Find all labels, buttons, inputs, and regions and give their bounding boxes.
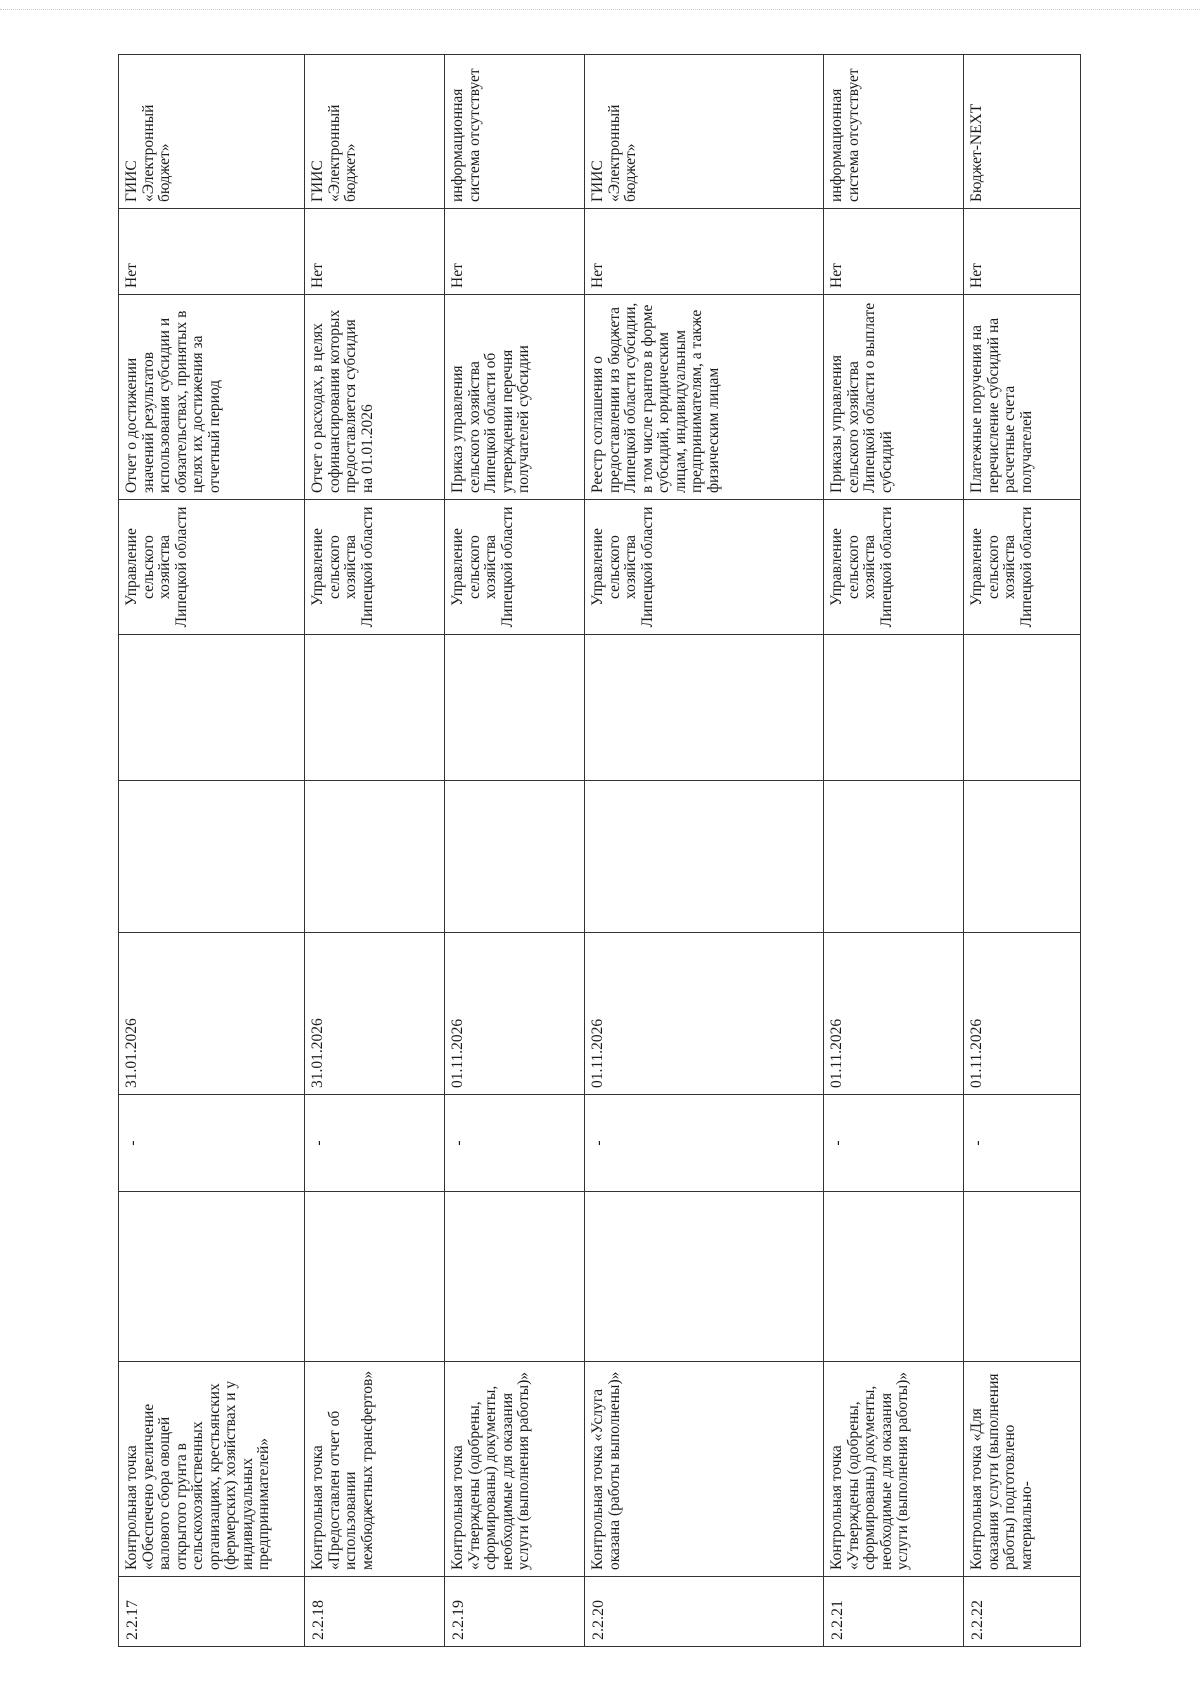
empty-cell <box>824 781 964 933</box>
table-row <box>119 55 305 1647</box>
empty-cell <box>585 781 824 933</box>
row-number: 2.2.19 <box>445 1577 585 1647</box>
dash-cell: - <box>445 1095 585 1192</box>
control-point-name: Контрольная точка «Обеспечено увеличение валового сбора овощей открытого грунта в сельскохозяйственных организациях, крестьянских (фермерских) хозяйствах и у индивидуальных предпринимателей» <box>119 1362 305 1577</box>
row-number: 2.2.20 <box>585 1577 824 1647</box>
base-cell <box>445 1192 585 1362</box>
empty-cell <box>119 635 305 781</box>
system-cell: Бюджет-NEXT <box>964 55 1081 209</box>
date-cell: 01.11.2026 <box>585 933 824 1095</box>
empty-cell <box>445 635 585 781</box>
empty-cell <box>119 781 305 933</box>
row-number: 2.2.18 <box>305 1577 445 1647</box>
date-cell: 31.01.2026 <box>305 933 445 1095</box>
responsible-cell: Управление сельского хозяйства Липецкой области <box>964 500 1081 635</box>
responsible-cell: Управление сельского хозяйства Липецкой области <box>824 500 964 635</box>
flag-cell: Нет <box>585 209 824 295</box>
flag-cell: Нет <box>305 209 445 295</box>
empty-cell <box>305 781 445 933</box>
flag-cell: Нет <box>119 209 305 295</box>
table-row <box>585 55 824 1647</box>
control-point-name: Контрольная точка «Услуга оказана (работы выполнены)» <box>585 1362 824 1577</box>
responsible-cell: Управление сельского хозяйства Липецкой области <box>119 500 305 635</box>
flag-cell: Нет <box>824 209 964 295</box>
dash-cell: - <box>824 1095 964 1192</box>
table-row <box>964 55 1081 1647</box>
document-cell: Реестр соглашения о предоставлении из бюджета Липецкой области субсидии, в том числе грантов в форме субсидий, юридическим лицам, индивидуальным предпринимателям, а также физическим лицам <box>585 295 824 500</box>
control-point-name: Контрольная точка «Утверждены (одобрены, сформированы) документы, необходимые для оказания услуги (выполнения работы)» <box>824 1362 964 1577</box>
control-points-table <box>118 54 1081 1647</box>
dash-cell: - <box>305 1095 445 1192</box>
scan-edge-line <box>0 9 1200 10</box>
base-cell <box>305 1192 445 1362</box>
document-cell: Отчет о достижении значений результатов использования субсидии и обязательствах, принятых в целях их достижения за отчетный период <box>119 295 305 500</box>
control-point-name: Контрольная точка «Предоставлен отчет об использовании межбюджетных трансфертов» <box>305 1362 445 1577</box>
base-cell <box>119 1192 305 1362</box>
system-cell: информационная система отсутствует <box>445 55 585 209</box>
empty-cell <box>964 635 1081 781</box>
flag-cell: Нет <box>964 209 1081 295</box>
table-row <box>305 55 445 1647</box>
row-number: 2.2.17 <box>119 1577 305 1647</box>
date-cell: 31.01.2026 <box>119 933 305 1095</box>
system-cell: ГИИС «Электронный бюджет» <box>585 55 824 209</box>
control-point-name: Контрольная точка «Для оказания услуги (выполнения работы) подготовлено материально- <box>964 1362 1081 1577</box>
responsible-cell: Управление сельского хозяйства Липецкой области <box>585 500 824 635</box>
table-row <box>445 55 585 1647</box>
document-cell: Платежные поручения на перечисление субсидий на расчетные счета получателей <box>964 295 1081 500</box>
document-cell: Приказы управления сельского хозяйства Липецкой области о выплате субсидий <box>824 295 964 500</box>
system-cell: ГИИС «Электронный бюджет» <box>119 55 305 209</box>
empty-cell <box>824 635 964 781</box>
document-cell: Приказ управления сельского хозяйства Липецкой области об утверждении перечня получателей субсидии <box>445 295 585 500</box>
dash-cell: - <box>119 1095 305 1192</box>
responsible-cell: Управление сельского хозяйства Липецкой области <box>445 500 585 635</box>
flag-cell: Нет <box>445 209 585 295</box>
base-cell <box>964 1192 1081 1362</box>
base-cell <box>824 1192 964 1362</box>
row-number: 2.2.22 <box>964 1577 1081 1647</box>
control-point-name: Контрольная точка «Утверждены (одобрены, сформированы) документы, необходимые для оказания услуги (выполнения работы)» <box>445 1362 585 1577</box>
responsible-cell: Управление сельского хозяйства Липецкой области <box>305 500 445 635</box>
table-row <box>824 55 964 1647</box>
rotated-table-wrapper <box>118 55 1080 1647</box>
date-cell: 01.11.2026 <box>964 933 1081 1095</box>
document-cell: Отчет о расходах, в целях софинансирования которых предоставляется субсидия на 01.01.2026 <box>305 295 445 500</box>
base-cell <box>585 1192 824 1362</box>
date-cell: 01.11.2026 <box>824 933 964 1095</box>
date-cell: 01.11.2026 <box>445 933 585 1095</box>
empty-cell <box>964 781 1081 933</box>
empty-cell <box>585 635 824 781</box>
system-cell: информационная система отсутствует <box>824 55 964 209</box>
dash-cell: - <box>585 1095 824 1192</box>
empty-cell <box>445 781 585 933</box>
empty-cell <box>305 635 445 781</box>
row-number: 2.2.21 <box>824 1577 964 1647</box>
dash-cell: - <box>964 1095 1081 1192</box>
system-cell: ГИИС «Электронный бюджет» <box>305 55 445 209</box>
